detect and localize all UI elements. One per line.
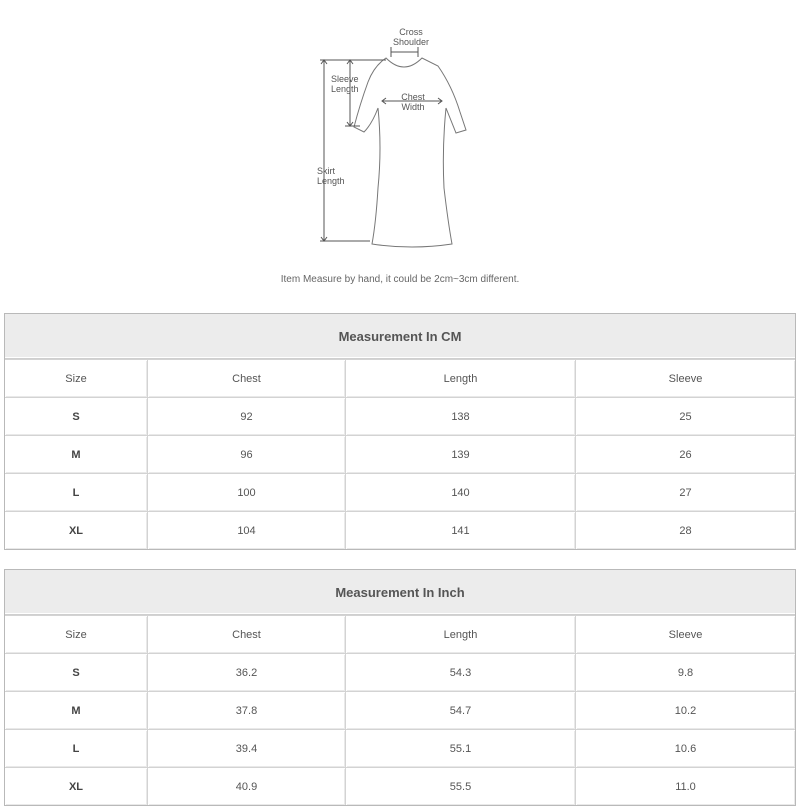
chest-width-label: Chest Width [401, 92, 425, 112]
size-cell: L [5, 730, 147, 767]
table-row [5, 691, 795, 729]
header-size: Size [5, 616, 147, 653]
dress-measurement-diagram [0, 0, 800, 300]
table-header-row [5, 359, 795, 397]
length-cell: 55.1 [345, 730, 575, 767]
cross-shoulder-label: Cross Shoulder [392, 27, 430, 47]
table-row [5, 767, 795, 805]
header-length: Length [345, 360, 575, 397]
sleeve-cell: 10.6 [575, 730, 795, 767]
header-sleeve: Sleeve [575, 360, 795, 397]
table-title: Measurement In CM [5, 314, 795, 359]
sleeve-cell: 25 [575, 398, 795, 435]
header-sleeve: Sleeve [575, 616, 795, 653]
size-cell: S [5, 398, 147, 435]
size-cell: M [5, 436, 147, 473]
chest-cell: 40.9 [147, 768, 345, 805]
header-size: Size [5, 360, 147, 397]
table-row [5, 653, 795, 691]
chest-cell: 39.4 [147, 730, 345, 767]
size-cell: L [5, 474, 147, 511]
sleeve-cell: 27 [575, 474, 795, 511]
table-row [5, 511, 795, 549]
size-cell: S [5, 654, 147, 691]
length-cell: 138 [345, 398, 575, 435]
skirt-length-label: Skirt Length [317, 166, 345, 186]
sleeve-cell: 11.0 [575, 768, 795, 805]
length-cell: 141 [345, 512, 575, 549]
header-chest: Chest [147, 360, 345, 397]
header-length: Length [345, 616, 575, 653]
chest-cell: 36.2 [147, 654, 345, 691]
size-cell: XL [5, 768, 147, 805]
chest-cell: 100 [147, 474, 345, 511]
sleeve-cell: 28 [575, 512, 795, 549]
table-title: Measurement In Inch [5, 570, 795, 615]
size-table-cm [4, 313, 796, 550]
table-row [5, 435, 795, 473]
size-cell: XL [5, 512, 147, 549]
sleeve-length-label: Sleeve Length [331, 74, 359, 94]
length-cell: 55.5 [345, 768, 575, 805]
sleeve-cell: 9.8 [575, 654, 795, 691]
size-table-inch [4, 569, 796, 806]
chest-cell: 96 [147, 436, 345, 473]
length-cell: 54.3 [345, 654, 575, 691]
sleeve-cell: 26 [575, 436, 795, 473]
sleeve-cell: 10.2 [575, 692, 795, 729]
length-cell: 140 [345, 474, 575, 511]
measurement-note: Item Measure by hand, it could be 2cm~3cm different. [280, 274, 520, 285]
table-header-row [5, 615, 795, 653]
chest-cell: 92 [147, 398, 345, 435]
chest-cell: 104 [147, 512, 345, 549]
table-row [5, 397, 795, 435]
header-chest: Chest [147, 616, 345, 653]
table-row [5, 473, 795, 511]
table-row [5, 729, 795, 767]
length-cell: 139 [345, 436, 575, 473]
size-cell: M [5, 692, 147, 729]
length-cell: 54.7 [345, 692, 575, 729]
chest-cell: 37.8 [147, 692, 345, 729]
